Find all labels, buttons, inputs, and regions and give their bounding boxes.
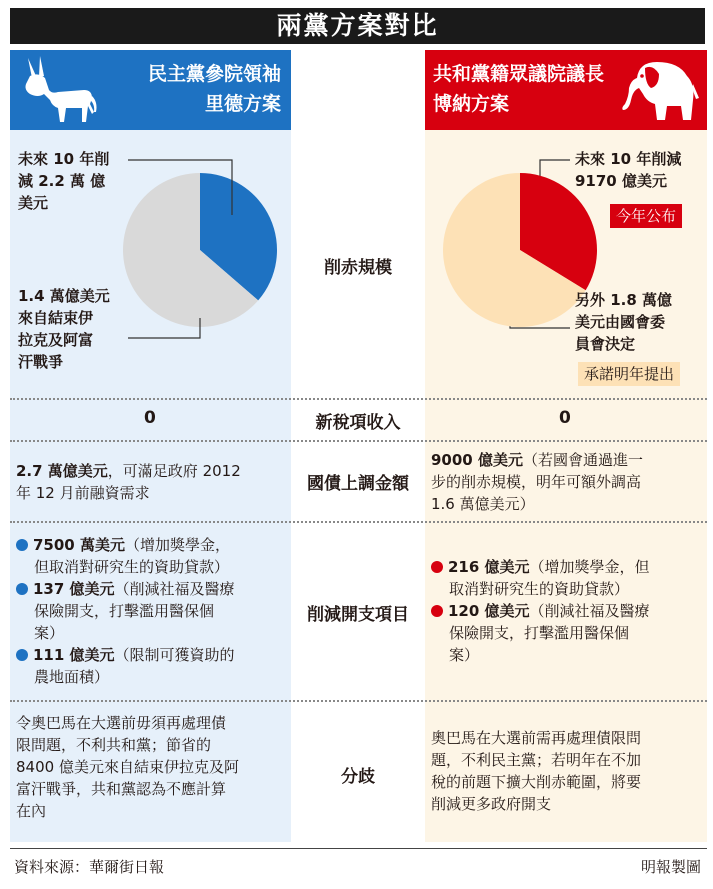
pie-label-line: 拉克及阿富	[18, 331, 94, 349]
footer-divider	[10, 848, 707, 849]
credit-note: 明報製圖	[640, 858, 701, 876]
promise-next-year-badge: 承諾明年提出	[578, 362, 680, 386]
row-label-disagreement: 分歧	[341, 767, 375, 787]
cut-text: 農地面積）	[34, 668, 110, 686]
cut-amount: 216 億美元	[448, 558, 530, 576]
cut-text: 保險開支，打擊濫用醫保個	[449, 624, 630, 642]
blue-bullet-icon	[16, 539, 28, 551]
pie-label-line: 減 2.2 萬 億	[18, 172, 106, 190]
republican-debt-text	[431, 449, 703, 515]
pie-label-line: 9170 億美元	[575, 172, 667, 190]
pie-label-line: 未來 10 年削	[18, 150, 110, 168]
republican-header-line1: 共和黨籍眾議院議長	[433, 63, 605, 85]
list-item	[16, 644, 290, 688]
republican-cuts-list	[431, 556, 705, 666]
democrat-new-tax-value: 0	[144, 408, 156, 428]
list-item	[16, 534, 290, 578]
row-label-spending-cuts: 削減開支項目	[307, 605, 409, 625]
democrat-cuts-list	[16, 534, 290, 688]
republican-new-tax-value: 0	[559, 408, 571, 428]
blue-bullet-icon	[16, 649, 28, 661]
list-item	[431, 600, 705, 666]
debt-amount: 9000 億美元	[431, 451, 523, 469]
republican-pie-label-committee	[575, 289, 672, 355]
disagreement-line: 削減更多政府開支	[431, 795, 552, 813]
debt-amount: 2.7 萬億美元	[16, 462, 108, 480]
cut-text: 但取消對研究生的資助貸款）	[34, 558, 230, 576]
debt-text: 年 12 月前融資需求	[16, 484, 150, 502]
pie-label-line: 另外 1.8 萬億	[575, 291, 673, 309]
democrat-header-line1: 民主黨參院領袖	[147, 63, 281, 85]
row-label-new-tax: 新稅項收入	[315, 413, 401, 433]
row-label-debt-ceiling: 國債上調金額	[307, 474, 409, 494]
list-item	[431, 556, 705, 600]
red-bullet-icon	[431, 561, 443, 573]
disagreement-line: 富汗戰爭，共和黨認為不應計算	[16, 780, 227, 798]
disagreement-line: 稅的前題下擴大削赤範圍，將要	[431, 773, 642, 791]
red-bullet-icon	[431, 605, 443, 617]
blue-bullet-icon	[16, 583, 28, 595]
list-item	[16, 578, 290, 644]
pie-label-line: 來自結束伊	[18, 309, 94, 327]
row-label-cut-scale: 削赤規模	[324, 258, 392, 278]
debt-text: 步的削赤規模，明年可額外調高	[431, 473, 642, 491]
cut-amount: 137 億美元	[33, 580, 115, 598]
cut-text: （增加獎學金，	[124, 536, 230, 554]
announce-this-year-badge: 今年公布	[610, 204, 682, 228]
cut-amount: 120 億美元	[448, 602, 530, 620]
disagreement-line: 8400 億美元來自結束伊拉克及阿	[16, 758, 239, 776]
disagreement-line: 奧巴馬在大選前需再處理債限問	[431, 729, 642, 747]
pie-label-line: 汗戰爭	[18, 353, 64, 371]
cut-text: （削減社福及醫療	[114, 580, 235, 598]
cut-amount: 111 億美元	[33, 646, 115, 664]
page-title: 兩黨方案對比	[10, 8, 705, 44]
cut-text: （增加獎學金，但	[529, 558, 650, 576]
disagreement-line: 在內	[16, 802, 47, 820]
pie-label-line: 員會決定	[575, 335, 636, 353]
cut-amount: 7500 萬美元	[33, 536, 125, 554]
cut-text: 保險開支，打擊濫用醫保個	[34, 602, 215, 620]
disagreement-line: 限問題，不利共和黨；節省的	[16, 736, 212, 754]
pie-label-line: 1.4 萬億美元	[18, 287, 110, 305]
democrat-debt-text	[16, 460, 288, 504]
cut-text: 取消對研究生的資助貸款）	[449, 580, 630, 598]
republican-disagreement-text	[431, 727, 705, 815]
source-note: 資料來源：華爾街日報	[14, 858, 165, 876]
republican-pie-label-cut	[575, 148, 681, 192]
democrat-disagreement-text	[16, 712, 290, 822]
debt-text: 1.6 萬億美元）	[431, 495, 535, 513]
leader-line	[128, 160, 232, 215]
leader-line	[128, 318, 200, 338]
disagreement-line: 題，不利民主黨；若明年在不加	[431, 751, 642, 769]
pie-label-line: 未來 10 年削減	[575, 150, 682, 168]
disagreement-line: 令奧巴馬在大選前毋須再處理債	[16, 714, 227, 732]
pie-label-line: 美元	[18, 194, 49, 212]
debt-text: （若國會通過進一	[522, 451, 643, 469]
cut-text: 案）	[34, 624, 65, 642]
republican-header-line2: 博納方案	[433, 93, 510, 115]
democrat-header-line2: 里德方案	[204, 93, 281, 115]
cut-text: （削減社福及醫療	[529, 602, 650, 620]
cut-text: （限制可獲資助的	[114, 646, 235, 664]
pie-label-line: 美元由國會委	[575, 313, 666, 331]
debt-text: ，可滿足政府 2012	[107, 462, 241, 480]
cut-text: 案）	[449, 646, 480, 664]
